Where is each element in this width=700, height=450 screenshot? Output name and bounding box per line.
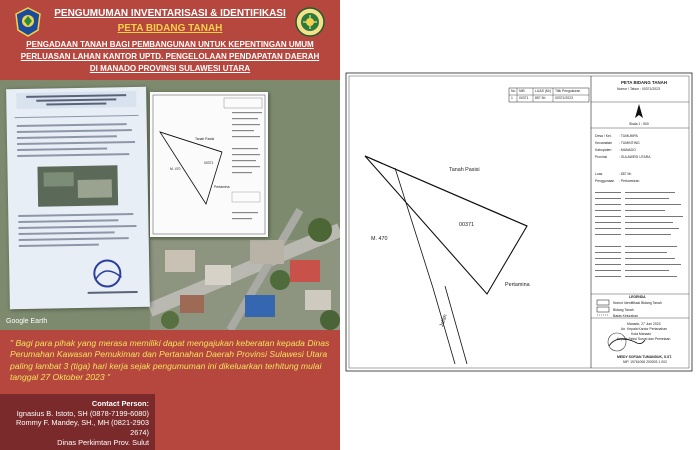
field-value-0: : TUMUMPA bbox=[619, 134, 638, 138]
sheet-nomor: Nomor / Tahun : 00371/2023 bbox=[617, 87, 660, 91]
thumb-tanah-pasisi: Tanah Pasisi bbox=[195, 137, 215, 141]
sheet-scale: Skala 1 : 500 bbox=[629, 122, 649, 126]
contact-agency: Dinas Perkimtan Prov. Sulut bbox=[57, 437, 149, 447]
thumb-m470: M. 470 bbox=[170, 167, 181, 171]
signature-sub: Kepala Seksi Survei dan Pemetaan bbox=[617, 337, 671, 341]
field-label-1: Kecamatan bbox=[595, 141, 613, 145]
sheet-title: PETA BIDANG TANAH bbox=[621, 80, 668, 85]
thumb-parcel-number: 00371 bbox=[204, 161, 214, 165]
legend-item-3: Batas Kelurahan bbox=[613, 314, 639, 318]
field-label-3: Provinsi bbox=[595, 155, 608, 159]
label-tanah-pasisi: Tanah Pasisi bbox=[449, 167, 480, 173]
letter-content bbox=[6, 87, 150, 309]
signature-role: An. Kepala Kantor Pertanahan bbox=[621, 327, 667, 331]
agency-heading: PENGUMUMAN INVENTARISASI & IDENTIFIKASI bbox=[54, 8, 286, 19]
poster-title: PETA BIDANG TANAH bbox=[117, 23, 223, 34]
thumbnail-map-drawing bbox=[150, 92, 268, 237]
table-cell-nib: 00371 bbox=[519, 96, 529, 100]
land-parcel-map-sheet bbox=[345, 72, 693, 372]
field-value-5: : Perkantoran bbox=[619, 179, 640, 183]
table-header-nib: NIB bbox=[519, 89, 525, 93]
label-parcel-number: 00371 bbox=[459, 222, 474, 228]
table-header-luas: LUAS (M²) bbox=[535, 89, 552, 93]
field-value-1: : TUMINTING bbox=[619, 141, 640, 145]
field-value-2: : MANADO bbox=[619, 148, 636, 152]
label-m470: M. 470 bbox=[371, 236, 388, 242]
signature-name: MEIDY SOFIAN TUMANDUK, S.ST. bbox=[617, 355, 672, 359]
official-letter-image bbox=[6, 87, 150, 309]
subtitle-line-2: PERLUASAN LAHAN KANTOR UPTD. PENGELOLAAN PENDAPATAN DAERAH bbox=[20, 52, 320, 61]
table-cell-no: 1 bbox=[511, 96, 513, 100]
field-value-4: : 857 M² bbox=[619, 172, 632, 176]
thumb-pertamina: Pertamina bbox=[214, 185, 230, 189]
legend-title: LEGENDA bbox=[629, 295, 646, 299]
table-cell-titik: 00371/2023 bbox=[555, 96, 573, 100]
field-label-2: Kabupaten bbox=[595, 148, 612, 152]
label-pertamina: Pertamina bbox=[505, 282, 530, 288]
contact-person-1: Ignasius B. Istoto, SH (0878-7199-6080) bbox=[16, 408, 149, 418]
label-jalan: Jalan bbox=[439, 313, 449, 328]
signature-place-date: Manado, 27 Juni 2023 bbox=[627, 322, 661, 326]
signature-org: Kota Manado bbox=[631, 332, 652, 336]
announcement-poster bbox=[0, 0, 340, 450]
legend-item-1: Nomor Identifikasi Bidang Tanah bbox=[613, 301, 662, 305]
objection-notice: " Bagi para pihak yang merasa memiliki dapat mengajukan keberatan kepada Dinas Perumahan Kawasan Pemukiman dan Pertanahan Daerah Provinsi Sulawesi Utara paling lambat 3 (tiga) hari kerja sejak pengumuman ini dikeluarkan terhitung mulai tanggal 27 Oktober 2023 " bbox=[10, 338, 330, 383]
poster-header bbox=[0, 0, 340, 82]
field-value-3: : SULAWESI UTARA bbox=[619, 155, 651, 159]
map-thumbnail-image bbox=[150, 92, 268, 237]
aerial-photo-background bbox=[0, 80, 340, 330]
map-caption: Google Earth bbox=[6, 318, 48, 325]
subtitle-line-1: PENGADAAN TANAH BAGI PEMBANGUNAN UNTUK KEPENTINGAN UMUM bbox=[26, 40, 314, 49]
contact-title: Contact Person: bbox=[91, 399, 149, 408]
field-label-5: Penggunaan bbox=[595, 179, 615, 183]
legend-item-2: Bidang Tanah bbox=[613, 308, 634, 312]
table-header-titik: Titik Pengukuran bbox=[555, 89, 581, 93]
subtitle-line-3: DI MANADO PROVINSI SULAWESI UTARA bbox=[89, 64, 251, 73]
table-header-no: No bbox=[511, 89, 516, 93]
signature-nip: NIP. 19761006 200003 1 002 bbox=[623, 360, 667, 364]
dense-detail-lines bbox=[591, 188, 691, 308]
table-cell-luas: 857 M² bbox=[535, 96, 546, 100]
field-label-0: Desa / Kel. bbox=[595, 134, 612, 138]
field-label-4: Luas bbox=[595, 172, 603, 176]
contact-person-2: Rommy F. Mandey, SH., MH (0821-2903 2674) bbox=[16, 418, 149, 437]
contact-box bbox=[0, 394, 155, 450]
